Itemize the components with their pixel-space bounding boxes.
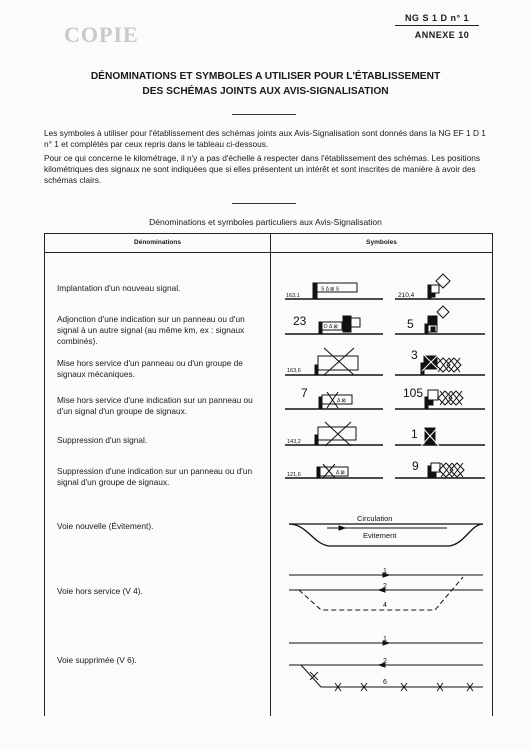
paragraph-2: Pour ce qui concerne le kilométrage, il n'y a pas d'échelle à respecter dans l'établissement des schémas. Les positions kilométriques des signaux ne sont indiquées que si elles présentent un intérêt et sont inscrites de manière à avoir des schémas clairs. [44, 153, 480, 185]
signal-number-105: 105 [403, 386, 424, 400]
row-new-signal: Implantation d'un nouveau signal. [57, 283, 181, 293]
header-symboles: Symboles [366, 239, 397, 246]
signal-number-23: 23 [293, 314, 307, 328]
label-circulation: Circulation [357, 514, 393, 523]
paragraph-1: Les symboles à utiliser pour l'établissement des schémas joints aux Avis-Signalisation sont donnés dans la NG EF 1 D 1 n° 1 et complétés par ceux repris dans le tableau ci-dessous. [44, 128, 486, 149]
symbols-table [44, 233, 493, 716]
km-label-5: 121,6 [287, 472, 301, 478]
annex-label: ANNEXE 10 [414, 30, 470, 40]
symbols-drawings [45, 234, 492, 716]
track-label-6: 6 [383, 679, 387, 686]
copy-stamp: COPIE [64, 22, 139, 47]
row-track-removed: Voie supprimée (V 6). [57, 655, 137, 665]
svg-text:Δ ⊠: Δ ⊠ [337, 398, 346, 404]
svg-text:D Δ ⊠: D Δ ⊠ [324, 324, 338, 330]
track-label-2b: 2 [383, 658, 387, 665]
title-line-2: DES SCHÉMAS JOINTS AUX AVIS-SIGNALISATION [142, 86, 389, 97]
section-divider [232, 203, 296, 204]
page-title [20, 69, 511, 99]
remove-indication-right [395, 463, 485, 478]
km-label-2: 210,4 [398, 292, 415, 299]
signal-number-3: 3 [411, 348, 418, 362]
svg-text:Δ ⊠: Δ ⊠ [336, 470, 345, 476]
document-reference [395, 13, 479, 40]
km-label-1: 163,1 [286, 293, 300, 299]
track-label-1b: 1 [383, 636, 387, 643]
reference-number: NG S 1 D n° 1 [395, 13, 479, 26]
title-line-1: DÉNOMINATIONS ET SYMBOLES A UTILISER POUR L'ÉTABLISSEMENT [90, 71, 441, 82]
row-add-indication: Adjonction d'une indication sur un panneau ou d'un signal à un autre signal (au même km, ex : signaux combinés). [57, 314, 245, 346]
out-of-service-indication-left [285, 392, 383, 409]
km-label-4: 143,2 [287, 439, 301, 445]
header-denominations: Dénominations [134, 239, 181, 246]
signal-number-1: 1 [411, 427, 418, 441]
remove-signal-right [395, 426, 485, 446]
title-divider [232, 114, 296, 115]
row-remove-signal: Suppression d'un signal. [57, 435, 148, 445]
row-out-of-service-indication: Mise hors service d'une indication sur un panneau ou d'un signal d'un groupe de signaux. [57, 395, 253, 416]
signal-number-5: 5 [407, 317, 414, 331]
km-label-3: 163,6 [287, 368, 301, 374]
row-out-of-service-panel: Mise hors service d'un panneau ou d'un groupe de signaux mécaniques. [57, 358, 243, 379]
row-new-track: Voie nouvelle (Évitement). [57, 521, 154, 531]
signal-number-7: 7 [301, 386, 308, 400]
label-evitement: Evitement [363, 531, 397, 540]
row-remove-indication: Suppression d'une indication sur un panneau ou d'un signal d'un groupe de signaux. [57, 466, 253, 487]
track-label-2a: 2 [383, 583, 387, 590]
out-of-service-panel-right [395, 353, 485, 375]
track-label-4: 4 [383, 602, 387, 609]
svg-text:S Δ ⊠ S: S Δ ⊠ S [321, 286, 340, 293]
signal-number-9: 9 [412, 459, 419, 473]
table-caption: Dénominations et symboles particuliers aux Avis-Signalisation [149, 217, 382, 227]
track-label-1a: 1 [383, 568, 387, 575]
row-track-out-of-service: Voie hors service (V 4). [57, 586, 143, 596]
